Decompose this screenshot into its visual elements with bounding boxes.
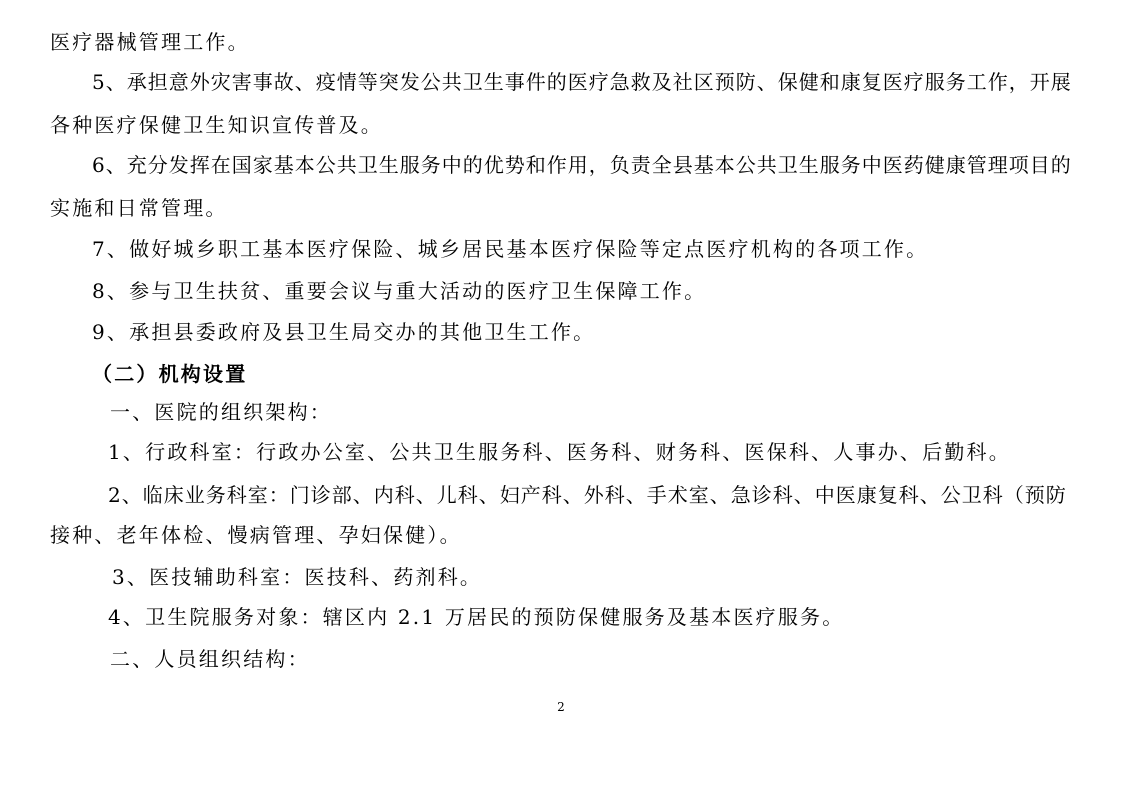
page-number: 2	[557, 700, 565, 714]
text-line-10: 2、临床业务科室：门诊部、内科、儿科、妇产科、外科、手术室、急诊科、中医康复科、公卫科（预防	[108, 483, 1067, 507]
text-line-2: 5、承担意外灾害事故、疫情等突发公共卫生事件的医疗急救及社区预防、保健和康复医疗服务工作，开展	[92, 70, 1072, 94]
text-line-5: 实施和日常管理。	[50, 196, 228, 220]
text-line-11: 接种、老年体检、慢病管理、孕妇保健）。	[50, 523, 462, 547]
text-line-8: 9、承担县委政府及县卫生局交办的其他卫生工作。	[92, 320, 596, 344]
text-line-4: 6、充分发挥在国家基本公共卫生服务中的优势和作用，负责全县基本公共卫生服务中医药健康管理项目的	[92, 153, 1072, 177]
text-line-7: 8、参与卫生扶贫、重要会议与重大活动的医疗卫生保障工作。	[92, 279, 707, 303]
subsection-heading-1: 一、医院的组织架构：	[110, 400, 332, 424]
text-line-13: 4、卫生院服务对象：辖区内 2.1 万居民的预防保健服务及基本医疗服务。	[108, 605, 845, 629]
text-line-3: 各种医疗保健卫生知识宣传普及。	[50, 113, 383, 137]
text-line-1: 医疗器械管理工作。	[50, 30, 250, 54]
text-line-6: 7、做好城乡职工基本医疗保险、城乡居民基本医疗保险等定点医疗机构的各项工作。	[92, 237, 929, 261]
subsection-heading-2: 二、人员组织结构：	[110, 647, 310, 671]
section-heading: （二）机构设置	[92, 362, 248, 386]
text-line-9: 1、行政科室：行政办公室、公共卫生服务科、医务科、财务科、医保科、人事办、后勤科。	[108, 440, 1011, 464]
text-line-12: 3、医技辅助科室：医技科、药剂科。	[112, 565, 483, 589]
